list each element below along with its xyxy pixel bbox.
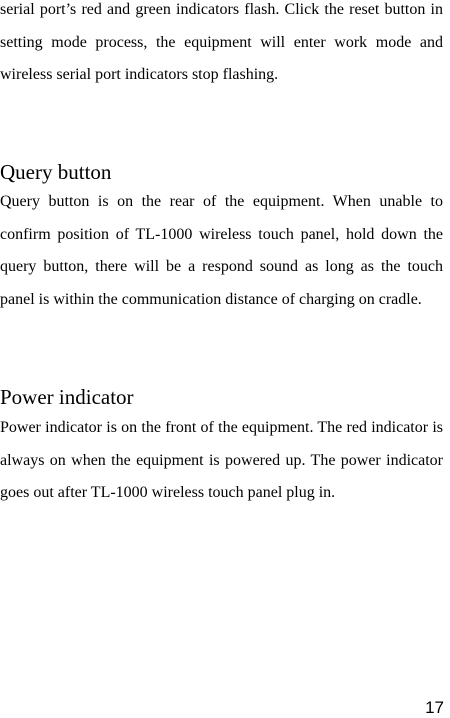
query-button-heading: Query button bbox=[0, 160, 112, 184]
intro-paragraph: serial port’s red and green indicators flash. Click the reset button in setting mode process, the equipment will enter work mode and wireless serial port indicators stop flashing. bbox=[0, 1, 443, 84]
page-number: 17 bbox=[425, 698, 444, 717]
power-indicator-paragraph: Power indicator is on the front of the equipment. The red indicator is always on when the equipment is powered up. The power indicator goes out after TL-1000 wireless touch panel plug in. bbox=[0, 419, 443, 502]
query-button-paragraph: Query button is on the rear of the equipment. When unable to confirm position of TL-1000 wireless touch panel, hold down the query button, there will be a respond sound as long as the touch panel is within the communication distance of charging on cradle. bbox=[0, 193, 443, 308]
power-indicator-heading: Power indicator bbox=[0, 385, 134, 409]
